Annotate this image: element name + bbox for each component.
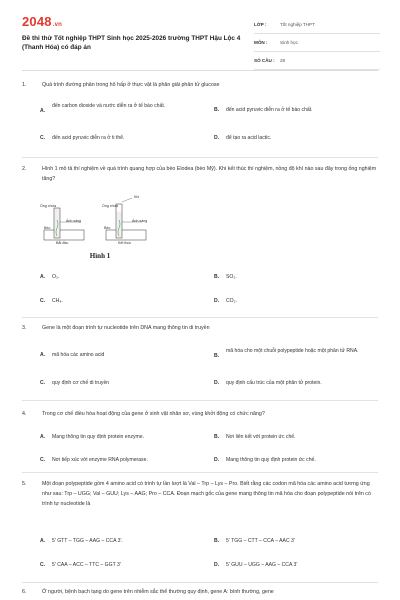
site-logo[interactable] xyxy=(22,14,62,29)
option-text: Mang thông tin quy định protein enzyme. xyxy=(52,434,145,440)
option-letter: D. xyxy=(214,135,220,141)
option-letter: B. xyxy=(214,352,220,359)
option-d[interactable] xyxy=(214,134,374,143)
option-letter: D. xyxy=(214,298,220,304)
option-b[interactable] xyxy=(214,347,374,365)
option-b[interactable] xyxy=(214,273,374,282)
option-letter: D. xyxy=(214,457,220,463)
test-tube-left xyxy=(54,208,60,238)
option-letter: B. xyxy=(214,434,220,440)
option-letter: A. xyxy=(40,274,46,280)
logo-main: 2048 xyxy=(22,14,52,29)
option-letter: A. xyxy=(40,434,46,440)
option-letter: A. xyxy=(40,352,46,358)
question-text: Trong cơ chế điều hòa hoạt động của gene ở sinh vật nhân sơ, vùng khởi động có chức năng? xyxy=(42,411,265,417)
option-c[interactable] xyxy=(40,297,200,306)
option-a[interactable] xyxy=(40,351,200,360)
option-a[interactable] xyxy=(40,273,200,282)
question-text: Quá trình đường phân trong hô hấp ở thực vật là phân giải phân tử glucose xyxy=(42,82,220,88)
meta-key: SỐ CÂU : xyxy=(254,58,275,63)
figure-caption: Hình 1 xyxy=(89,252,111,260)
option-letter: C. xyxy=(40,380,46,386)
page-title: Đề thi thử Tốt nghiệp THPT Sinh học 2025-2026 trường THPT Hậu Lộc 4 (Thanh Hóa) có đáp án xyxy=(22,35,241,51)
option-d[interactable] xyxy=(214,456,374,465)
option-letter: B. xyxy=(214,107,220,113)
question-2 xyxy=(22,164,380,184)
option-letter: A. xyxy=(40,107,46,114)
option-text: đến carbon dioxide và nước diễn ra ở tế bào chất. xyxy=(52,103,166,109)
option-d[interactable] xyxy=(214,379,374,388)
option-a[interactable] xyxy=(40,102,200,120)
option-text: 5' GUU – UGG – AAG – CCA 3' xyxy=(226,562,298,568)
question-divider xyxy=(22,400,378,401)
option-text: 5' CAA – ACC – TTC – GGT 3' xyxy=(52,562,121,568)
option-text: quy định cấu trúc của một phân tử protein. xyxy=(226,380,322,386)
option-c[interactable] xyxy=(40,456,200,465)
figure-label: Kết thúc xyxy=(118,241,132,245)
question-number: 3. xyxy=(22,325,27,331)
meta-row-subject xyxy=(254,34,380,52)
option-c[interactable] xyxy=(40,134,200,143)
meta-key: MÔN : xyxy=(254,40,268,45)
question-3 xyxy=(22,323,380,386)
option-text: Nơi tiếp xúc với enzyme RNA polymerase. xyxy=(52,457,148,463)
option-text: Nơi liên kết với protein ức chế. xyxy=(226,434,296,440)
question-4 xyxy=(22,409,380,463)
header-divider xyxy=(22,70,378,71)
figure-label: Bắt đầu xyxy=(56,241,69,245)
exam-meta xyxy=(254,16,380,70)
gas-pointer xyxy=(122,198,132,202)
logo-suffix: .vn xyxy=(52,22,63,28)
option-text: CO₂. xyxy=(226,298,238,304)
option-text: đến acid pyruvic diễn ra ở ti thể. xyxy=(52,135,125,141)
question-text: Hình 1 mô tả thí nghiệm về quá trình quang hợp của bèo Elodea (bèo Mỹ). Khi kết thúc thí nghiệm, nồng độ khí nào sau đây trong ống nghiệm tăng? xyxy=(42,166,377,182)
question-1 xyxy=(22,80,380,141)
option-d[interactable] xyxy=(214,561,374,570)
figure-label: Bèo xyxy=(104,226,111,230)
option-text: mã hóa cho một chuỗi polypeptide hoặc một phân tử RNA. xyxy=(226,348,359,354)
option-letter: B. xyxy=(214,274,220,280)
option-d[interactable] xyxy=(214,297,374,306)
beaker-right xyxy=(106,230,146,240)
option-letter: C. xyxy=(40,562,46,568)
option-a[interactable] xyxy=(40,433,200,442)
option-text: 5' TGG – CTT – CCA – AAC 3' xyxy=(226,538,295,544)
option-text: O₂. xyxy=(52,274,60,280)
figure-label: Ánh sáng xyxy=(66,219,82,223)
experiment-figure xyxy=(40,190,160,262)
option-a[interactable] xyxy=(40,537,200,546)
option-letter: B. xyxy=(214,538,220,544)
question-5 xyxy=(22,479,380,568)
option-c[interactable] xyxy=(40,561,200,570)
option-text: mã hóa các amino acid xyxy=(52,352,105,358)
question-divider xyxy=(22,317,378,318)
question-divider xyxy=(22,157,378,158)
figure-label: Ống chứa xyxy=(102,204,118,208)
option-text: SO₂. xyxy=(226,274,237,280)
option-letter: C. xyxy=(40,457,46,463)
question-6 xyxy=(22,587,380,597)
meta-value: Tốt nghiệp THPT xyxy=(280,22,315,27)
option-b[interactable] xyxy=(214,433,374,442)
option-b[interactable] xyxy=(214,537,374,546)
figure-label: Ánh sáng xyxy=(132,219,148,223)
meta-row-count xyxy=(254,52,380,70)
option-letter: D. xyxy=(214,380,220,386)
option-letter: A. xyxy=(40,538,46,544)
option-text: đến acid pyruvic diễn ra ở tế bào chất. xyxy=(226,107,313,113)
option-letter: C. xyxy=(40,298,46,304)
question-divider xyxy=(22,582,378,583)
meta-key: LỚP : xyxy=(254,22,267,27)
option-text: 5' GTT – TGG – AAG – CCA 3'. xyxy=(52,538,123,544)
figure-label: Bèo xyxy=(44,226,51,230)
figure-label: Ống chứa xyxy=(40,204,56,208)
question-text: Một đoạn polypeptide gồm 4 amino acid có trình tự lần lượt là Val – Trp – Lys – Pro. Biết rằng các codon mã hóa các amino acid tương ứng như sau: Trp – UGG; Val – GUU; Lys – AAG; Pro – CCA. Đoạn mạch gốc của gene mang thông tin mã hóa cho đoạn polypeptide nói trên có trình tự nucleotide là xyxy=(42,481,371,507)
question-text: Gene là một đoạn trình tự nucleotide trên DNA mang thông tin di truyền xyxy=(42,325,210,331)
beaker-left xyxy=(44,230,84,240)
option-letter: D. xyxy=(214,562,220,568)
question-number: 2. xyxy=(22,166,27,172)
option-text: CH₄. xyxy=(52,298,63,304)
meta-value: 28 xyxy=(280,58,286,63)
figure-label: Khí xyxy=(134,195,140,199)
question-number: 1. xyxy=(22,82,27,88)
option-letter: C. xyxy=(40,135,46,141)
question-divider xyxy=(22,472,378,473)
meta-value: Sinh học xyxy=(280,40,298,45)
question-number: 5. xyxy=(22,481,27,487)
option-c[interactable] xyxy=(40,379,200,388)
option-text: quy định cơ chế di truyền xyxy=(52,380,110,386)
question-number: 4. xyxy=(22,411,27,417)
option-text: Mang thông tin quy định protein ức chế. xyxy=(226,457,316,463)
option-b[interactable] xyxy=(214,106,374,115)
question-text: Ở người, bệnh bạch tạng do gene trên nhiễm sắc thể thường quy định, gene A: bình thường, gene xyxy=(42,589,274,595)
question-number: 6. xyxy=(22,589,27,595)
meta-row-class xyxy=(254,16,380,34)
option-text: để tạo ra acid lactic. xyxy=(226,135,272,141)
